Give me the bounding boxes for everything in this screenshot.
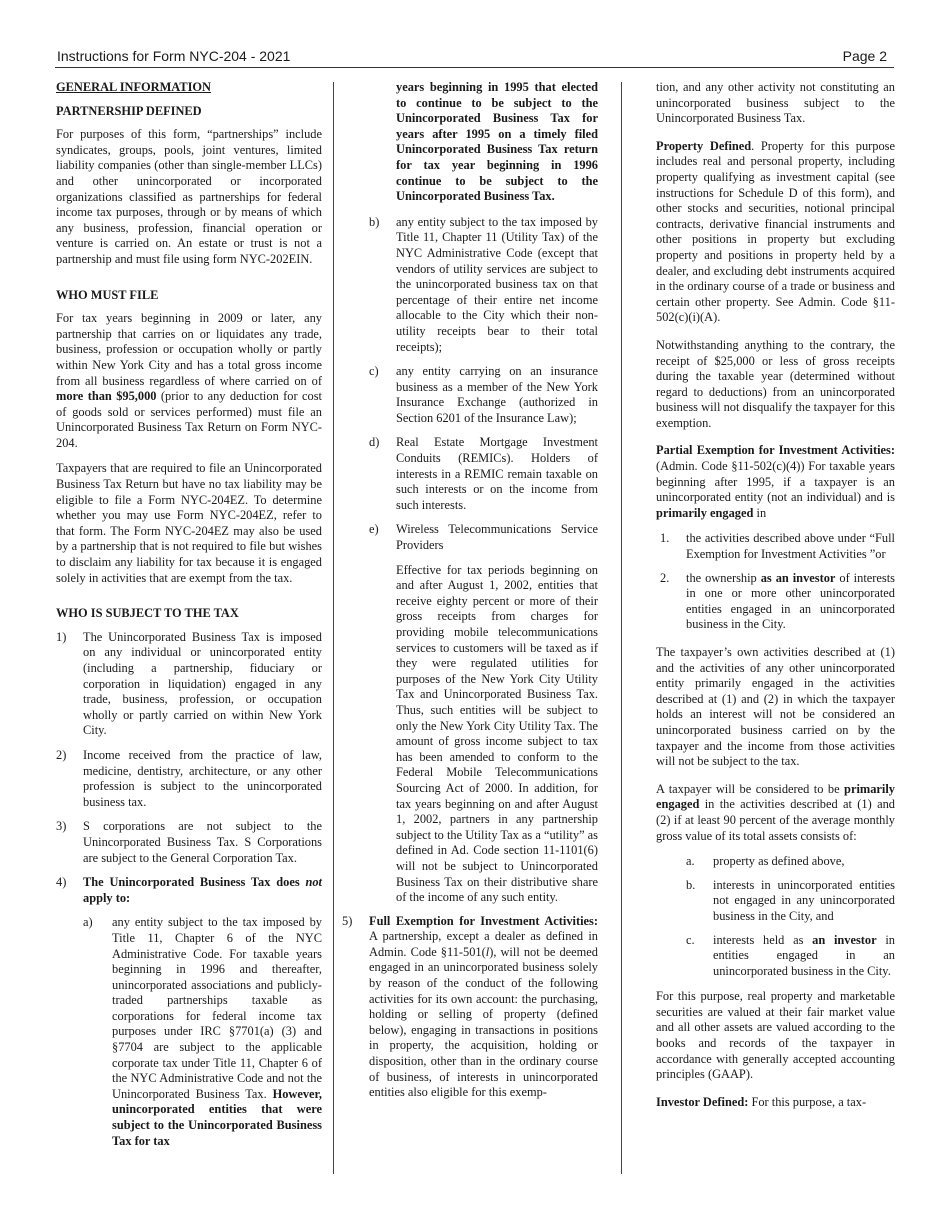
- item-number: d): [369, 435, 380, 450]
- text-run: (prior to any deduction for cost of goods sold or services performed) must file an Unincorporated Business Tax Return on Form NYC-204.: [56, 389, 322, 450]
- column-divider-2: [621, 82, 622, 1174]
- item-number: 4): [56, 875, 67, 890]
- list-item: [342, 914, 598, 1101]
- list-item: [369, 522, 598, 553]
- item-text: apply to:: [83, 890, 131, 905]
- continued-text: [369, 80, 598, 205]
- item-text: property as defined above,: [713, 854, 845, 869]
- column-divider-1: [333, 82, 334, 1174]
- item-text: The Unincorporated Business Tax does: [83, 875, 300, 890]
- wireless-paragraph: Effective for tax periods beginning on and after August 1, 2002, entities that receive eighty percent or more of their gross receipts from charges for providing mobile telecommunications services to customers will be taxed as if they were regulated utilities for purposes of the New York City Utility Tax and Unincorporated Business Tax. Thus, such entities will be subject to only the New York City Utility Tax. The amount of gross income subject to tax has been amended to conform to the Federal Mobile Telecommunications Sourcing Act of 2000. In addition, for tax years beginning on and after August 1, 2002, partners in any partnership subject to the Utility Tax as a “utility” as defined in Ad. Code section 11-1101(6) will not be subject to Unincorporated Business Tax on their distributive share of the income of any such entity.: [396, 562, 598, 905]
- emphasis: l: [485, 944, 490, 959]
- item-text: any entity carrying on an insurance business as a member of the New York Insurance Exchange (authorized in Section 6201 of the Insurance Law);: [396, 364, 598, 425]
- paragraph-heading: Investor Defined:: [656, 1094, 749, 1109]
- item-number: c): [369, 364, 379, 379]
- item-text-bold: However, unincorporated entities that were subject to the Unincorporated Business Tax for tax: [112, 1086, 322, 1148]
- valuation-text: For this purpose, real property and marketable securities are valued at their fair market value and all other assets are valued according to the books and records of the taxpayer in accordance with generally accepted accounting principles (GAAP).: [656, 989, 895, 1082]
- item-text: ), will not be deemed engaged in an unincorporated business solely by reason of the conduct of the following activities for its own account: the purchasing, holding or selling of property (defined below), engaging in transactions in positions in property, the acquisition, holding or disposition, other than in the ordinary course of business, of interests in unincorporated entities also eligible for this exemp-: [369, 944, 598, 1100]
- list-item: [56, 875, 322, 906]
- item-number: 2): [56, 747, 67, 762]
- item-number: b.: [686, 877, 696, 892]
- list-item: [656, 531, 895, 562]
- list-item: [56, 630, 322, 739]
- item-text: any entity subject to the tax imposed by Title 11, Chapter 11 (Utility Tax) of the NYC Administrative Code (except that vendors of utility services are subject to the unincorporated business tax on that percentage of their entire net income allocable to the City which their non-utility receipts bear to their total receipts);: [396, 214, 598, 354]
- item-number: 5): [342, 913, 353, 928]
- subject-to-tax-heading: WHO IS SUBJECT TO THE TAX: [56, 606, 239, 621]
- item-number: a): [83, 915, 93, 930]
- primarily-engaged-text: [656, 782, 895, 844]
- list-item: [656, 933, 895, 980]
- emphasis: primarily engaged: [656, 781, 895, 812]
- item-text: Real Estate Mortgage Investment Conduits (REMICs). Holders of interests in a REMIC remain taxable on such interests or on the income from such interests.: [396, 435, 598, 512]
- list-item: [369, 435, 598, 513]
- list-item: [656, 878, 895, 925]
- item-text: A partnership, except a dealer as defined in Admin. Code §11-501(: [369, 929, 598, 959]
- item-text: The Unincorporated Business Tax is imposed on any individual or unincorporated entity (including a partnership, fiduciary or corporation in liquidation) engaged in any trade, business, profession, or occupation wholly or partly carried on within New York City.: [83, 629, 322, 738]
- taxpayers-required-text: Taxpayers that are required to file an Unincorporated Business Tax Return but have no tax liability may be eligible to file a Form NYC-204EZ. To determine whether you may use Form NYC-204EZ, refer to that form. The Form NYC-204EZ may also be used by a partnership that is not required to file but wishes to disclaim any liability for tax because it is engaged solely in activities that are exempt from the tax.: [56, 461, 322, 585]
- item-text: the ownership: [686, 570, 757, 585]
- item-text: Wireless Telecommunications Service Providers: [396, 522, 598, 553]
- continued-text: tion, and any other activity not constituting an unincorporated business subject to the Unincorporated Business Tax.: [656, 80, 895, 126]
- header-divider: [55, 67, 894, 68]
- threshold-amount: more than $95,000: [56, 389, 157, 404]
- paragraph-text: in: [756, 505, 767, 520]
- paragraph-text: . Property for this purpose includes real and personal property, including property qualifying as investment capital (see instructions for Schedule D of this form), and other stocks and securities, notional principal contracts, derivative financial instruments and other positions in property but excluding property and positions in property held by a dealer, and excluding debt instruments acquired in the ordinary course of a trade or business and certain other property. See Admin. Code §11-502(c)(i)(A).: [656, 138, 895, 325]
- item-number: 1.: [660, 531, 670, 546]
- item-number: e): [369, 522, 379, 537]
- item-text: S corporations are not subject to the Unincorporated Business Tax. S Corporations are subject to the General Corporation Tax.: [83, 819, 322, 865]
- item-text: the activities described above under “Full Exemption for Investment Activities ”or: [686, 531, 895, 562]
- paragraph-text: A taxpayer will be considered to be: [656, 781, 840, 796]
- item-text: interests in unincorporated entities not engaged in any unincorporated business in the City, and: [713, 877, 895, 923]
- item-number: b): [369, 214, 380, 229]
- item-text: of interests in one or more other unincorporated entities engaged in an unincorporated business in the City.: [686, 570, 895, 632]
- investor-defined: [656, 1095, 895, 1111]
- page-number: Page 2: [842, 48, 887, 64]
- page-header: [57, 46, 893, 68]
- item-number: 2.: [660, 570, 670, 585]
- own-activities-text: The taxpayer’s own activities described at (1) and the activities of any other unincorporated entity primarily engaged in the activities described at (1) and (2) in which the taxpayer holds an interest will not be considered an unincorporated business carried on by the taxpayer and the income from those activities will not be subject to the tax.: [656, 645, 895, 769]
- item-text: Income received from the practice of law, medicine, dentistry, architecture, or any other profession is subject to the unincorporated business tax.: [83, 747, 322, 809]
- who-must-file-text: [56, 311, 322, 451]
- item-text: in entities engaged in an unincorporated business in the City.: [713, 932, 895, 978]
- list-item: [656, 571, 895, 633]
- item-number: 3): [56, 819, 67, 834]
- paragraph-heading: Partial Exemption for Investment Activities:: [656, 443, 895, 458]
- emphasis: primarily engaged: [656, 505, 754, 520]
- emphasis: not: [305, 875, 322, 890]
- item-text: any entity subject to the tax imposed by Title 11, Chapter 6 of the NYC Administrative Code. For taxable years beginning in 1996 and thereafter, unincorporated associations and publicly-traded partnerships taxable as corporations for federal income tax purposes under IRC §7701(a) (3) and §7704 are subject to the applicable corporate tax under Title 11, Chapter 6 of the NYC Administrative Code and not the Unincorporated Business Tax.: [112, 915, 322, 1101]
- item-heading: Full Exemption for Investment Activities:: [369, 913, 598, 928]
- paragraph-text: (Admin. Code §11-502(c)(4)) For taxable years beginning after 1995, if a taxpayer is an unincorporated entity (not an individual) and is: [656, 459, 895, 505]
- list-item: [369, 215, 598, 355]
- item-text: interests held as: [713, 932, 804, 947]
- column-1: [56, 80, 322, 1149]
- notwithstanding-text: Notwithstanding anything to the contrary, the receipt of $25,000 or less of gross receipts during the taxable year (determined without regard to deductions) from an unincorporated business will not disqualify the taxpayer for this exemption.: [656, 337, 895, 430]
- emphasis: an investor: [812, 932, 877, 947]
- list-item: [656, 854, 895, 870]
- item-number: a.: [686, 854, 695, 869]
- paragraph-text: For this purpose, a tax-: [751, 1094, 867, 1109]
- who-must-file-heading: WHO MUST FILE: [56, 287, 159, 302]
- paragraph-heading: Property Defined: [656, 138, 752, 153]
- list-item: [56, 748, 322, 810]
- list-item: [369, 364, 598, 426]
- general-information-heading: GENERAL INFORMATION: [56, 80, 212, 94]
- form-title: Instructions for Form NYC-204 - 2021: [57, 48, 291, 64]
- paragraph-text: in the activities described at (1) and (2) if at least 90 percent of the average monthly gross value of its total assets consists of:: [656, 797, 895, 843]
- partnership-defined-text: For purposes of this form, “partnerships” include syndicates, groups, pools, joint ventures, limited liability companies (other than single-member LLCs) and other unincorporated or incorporated organizations classified as partnerships for federal income tax purposes, through or by means of which any business, profession, financial operation or venture is carried on. An estate or trust is not a partnership and must file using form NYC-202EIN.: [56, 127, 322, 266]
- partial-exemption: [656, 443, 895, 521]
- item-number: c.: [686, 932, 695, 947]
- list-item: [56, 819, 322, 866]
- property-defined: [656, 139, 895, 326]
- item-text-bold: years beginning in 1995 that elected to continue to be subject to the Unincorporated Business Tax for years after 1995 on a timely filed Unincorporated Business Tax return for tax year beginning in 1996 continue to be subject to the Unincorporated Business Tax.: [396, 80, 598, 204]
- item-number: 1): [56, 629, 67, 644]
- sub-item: [56, 915, 322, 1149]
- emphasis: as an investor: [760, 570, 836, 585]
- text-run: For tax years beginning in 2009 or later, any partnership that carries on or liquidates any trade, business, profession or occupation wholly or partly within New York City and has a total gross income from all business regardless of where carried on of: [56, 311, 322, 388]
- column-2: [342, 80, 598, 1110]
- column-3: [656, 80, 895, 1118]
- partnership-defined-heading: PARTNERSHIP DEFINED: [56, 103, 202, 118]
